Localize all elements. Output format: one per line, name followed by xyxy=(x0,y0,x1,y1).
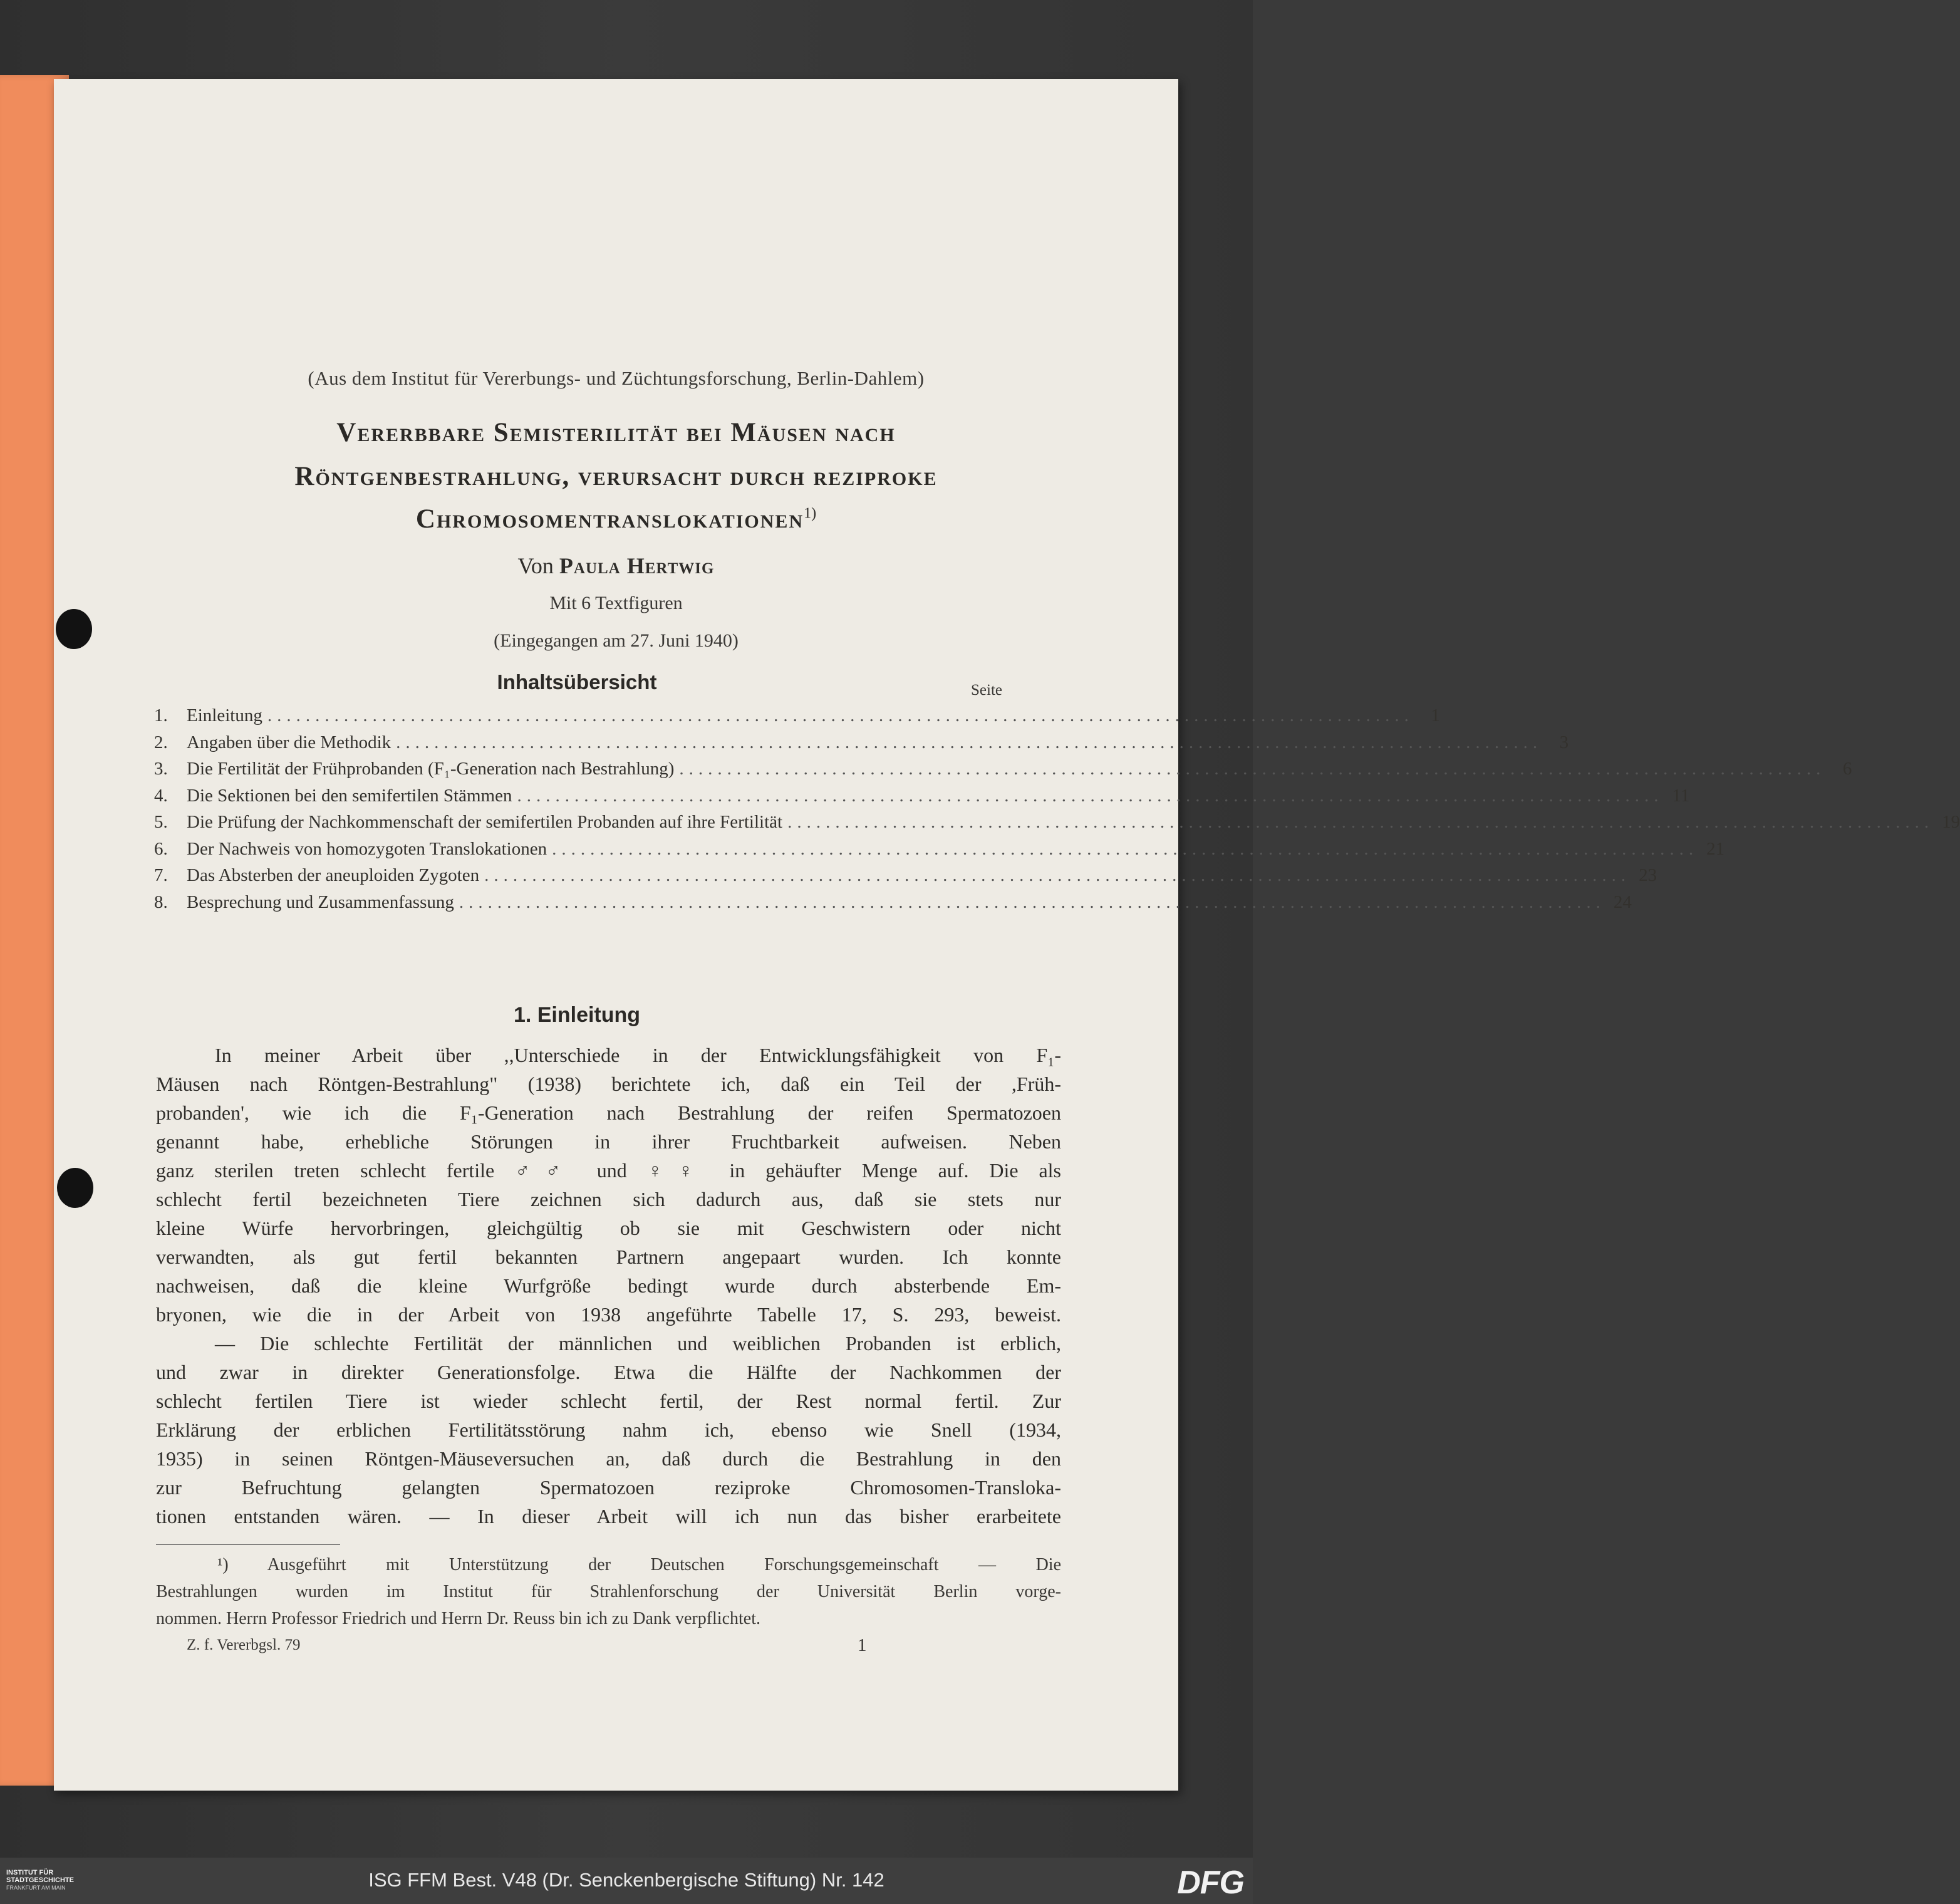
page-number: 1 xyxy=(858,1635,867,1655)
author-prefix: Von xyxy=(517,553,554,578)
toc-item-title: Besprechung und Zusammenfassung xyxy=(187,892,454,912)
toc-item xyxy=(154,759,1852,786)
title-line-3-text: Chromosomentranslokationen xyxy=(415,504,804,534)
document-page xyxy=(54,79,1960,1791)
toc-item xyxy=(154,705,1440,732)
body-line: genannt habe, erhebliche Störungen in ihrer Fruchtbarkeit aufweisen. Neben xyxy=(156,1130,1061,1153)
toc-item-title: Angaben über die Methodik xyxy=(187,732,391,752)
toc-item-number: 8. xyxy=(154,892,168,912)
toc-item-page: 11 xyxy=(1672,785,1690,806)
body-line: Mäusen nach Röntgen-Bestrahlung" (1938) berichtete ich, daß ein Teil der ,Früh- xyxy=(156,1073,1061,1095)
toc-item xyxy=(154,865,1657,892)
toc-item-number: 4. xyxy=(154,785,168,806)
toc-item-page: 3 xyxy=(1559,732,1569,752)
toc-item xyxy=(154,812,1960,839)
body-line: nachweisen, daß die kleine Wurfgröße bedingt wurde durch absterbende Em- xyxy=(156,1274,1061,1297)
toc-leader-dots: ........................................................................................................................ xyxy=(679,759,1826,779)
punch-hole xyxy=(57,1168,93,1208)
title-line-3 xyxy=(54,504,1178,534)
body-line: In meiner Arbeit über ,,Unterschiede in der Entwicklungsfähigkeit von F₁- xyxy=(215,1044,1061,1066)
body-line: Erklärung der erblichen Fertilitätsstörung nahm ich, ebenso wie Snell (1934, xyxy=(156,1418,1061,1441)
toc-item-number: 3. xyxy=(154,759,168,779)
toc-item-title: Der Nachweis von homozygoten Translokationen xyxy=(187,838,547,859)
logo-line: STADTGESCHICHTE xyxy=(6,1876,74,1884)
body-line: schlecht fertilen Tiere ist wieder schlecht fertil, der Rest normal fertil. Zur xyxy=(156,1390,1061,1412)
toc-leader-dots: ........................................................................................................................ xyxy=(396,732,1543,752)
toc-item-number: 6. xyxy=(154,838,168,859)
toc-item xyxy=(154,892,1632,919)
toc-item-title: Einleitung xyxy=(187,705,262,726)
body-line: schlecht fertil bezeichneten Tiere zeichnen sich dadurch aus, daß sie stets nur xyxy=(156,1188,1061,1210)
body-line: probanden', wie ich die F₁-Generation nach Bestrahlung der reifen Spermatozoen xyxy=(156,1101,1061,1124)
footnote-line: ¹) Ausgeführt mit Unterstützung der Deutschen Forschungsgemeinschaft — Die xyxy=(217,1555,1061,1574)
toc-item-page: 1 xyxy=(1431,705,1440,726)
toc-item-title: Die Prüfung der Nachkommenschaft der semifertilen Probanden auf ihre Fertilität xyxy=(187,812,783,832)
toc-item xyxy=(154,838,1725,866)
section-heading: 1. Einleitung xyxy=(513,1003,641,1027)
punch-hole xyxy=(56,609,92,649)
toc-item-page: 6 xyxy=(1842,759,1852,779)
body-line: — Die schlechte Fertilität der männlichen und weiblichen Probanden ist erblich, xyxy=(215,1332,1061,1355)
body-text xyxy=(156,1041,1061,1531)
toc-item-page: 19 xyxy=(1942,812,1960,832)
toc-heading: Inhaltsübersicht xyxy=(497,670,657,694)
toc-item-title: Das Absterben der aneuploiden Zygoten xyxy=(187,865,480,885)
logo-line: INSTITUT FÜR xyxy=(6,1869,54,1876)
toc-item-number: 5. xyxy=(154,812,168,832)
toc-item-title: Die Fertilität der Frühprobanden (F₁-Generation nach Bestrahlung) xyxy=(187,759,675,779)
footnote-rule xyxy=(156,1544,340,1545)
table-of-contents xyxy=(154,705,1960,918)
toc-leader-dots: ........................................................................................................................ xyxy=(484,865,1631,885)
institute-line: (Aus dem Institut für Vererbungs- und Züchtungsforschung, Berlin-Dahlem) xyxy=(308,367,925,389)
figures-note: Mit 6 Textfiguren xyxy=(549,593,683,613)
title-footnote-mark: 1) xyxy=(804,505,817,522)
author-name: Paula Hertwig xyxy=(559,553,715,578)
body-line: zur Befruchtung gelangten Spermatozoen reziproke Chromosomen-Transloka- xyxy=(156,1476,1061,1499)
toc-leader-dots: ........................................................................................................................ xyxy=(267,705,1414,726)
footnote-line: Bestrahlungen wurden im Institut für Strahlenforschung der Universität Berlin vorge- xyxy=(156,1582,1061,1601)
toc-page-column-label: Seite xyxy=(971,682,1002,699)
footnote xyxy=(156,1551,1061,1632)
body-line: ganz sterilen treten schlecht fertile ♂♂ und ♀♀ in gehäufter Menge auf. Die als xyxy=(156,1159,1061,1182)
running-foot: Z. f. Vererbgsl. 79 xyxy=(187,1636,301,1653)
body-line: bryonen, wie die in der Arbeit von 1938 angeführte Tabelle 17, S. 293, beweist. xyxy=(156,1303,1061,1326)
received-date: (Eingegangen am 27. Juni 1940) xyxy=(494,630,739,651)
author-line xyxy=(54,553,1178,579)
toc-item xyxy=(154,732,1569,759)
footnote-line: nommen. Herrn Professor Friedrich und Herrn Dr. Reuss bin ich zu Dank verpflichtet. xyxy=(156,1609,760,1628)
toc-item xyxy=(154,785,1690,813)
toc-item-title: Die Sektionen bei den semifertilen Stämmen xyxy=(187,785,512,806)
toc-item-number: 7. xyxy=(154,865,168,885)
toc-item-number: 1. xyxy=(154,705,168,726)
toc-item-number: 2. xyxy=(154,732,168,752)
logo-line: FRANKFURT AM MAIN xyxy=(6,1885,66,1891)
toc-item-page: 24 xyxy=(1613,892,1632,912)
dfg-logo: DFG xyxy=(1177,1865,1244,1901)
body-line: verwandten, als gut fertil bekannten Partnern angepaart wurden. Ich konnte xyxy=(156,1246,1061,1268)
toc-leader-dots: ........................................................................................................................ xyxy=(517,785,1664,806)
title-line-2: Röntgenbestrahlung, verursacht durch reziproke xyxy=(294,462,938,491)
toc-leader-dots: ........................................................................................................................ xyxy=(787,812,1934,832)
archive-caption: ISG FFM Best. V48 (Dr. Senckenbergische Stiftung) Nr. 142 xyxy=(368,1869,884,1891)
toc-item-page: 21 xyxy=(1706,838,1725,859)
body-line: und zwar in direkter Generationsfolge. Etwa die Hälfte der Nachkommen der xyxy=(156,1361,1061,1383)
toc-leader-dots: ........................................................................................................................ xyxy=(459,892,1605,912)
body-line: tionen entstanden wären. — In dieser Arbeit will ich nun das bisher erarbeitete xyxy=(156,1505,1061,1527)
body-line: 1935) in seinen Röntgen-Mäuseversuchen an, daß durch die Bestrahlung in den xyxy=(156,1447,1061,1470)
archive-footer-bar xyxy=(0,1858,1253,1904)
title-line-1: Vererbbare Semisterilität bei Mäusen nach xyxy=(336,418,896,447)
toc-leader-dots: ........................................................................................................................ xyxy=(552,838,1699,859)
toc-item-page: 23 xyxy=(1639,865,1657,885)
body-line: kleine Würfe hervorbringen, gleichgültig ob sie mit Geschwistern oder nicht xyxy=(156,1217,1061,1239)
